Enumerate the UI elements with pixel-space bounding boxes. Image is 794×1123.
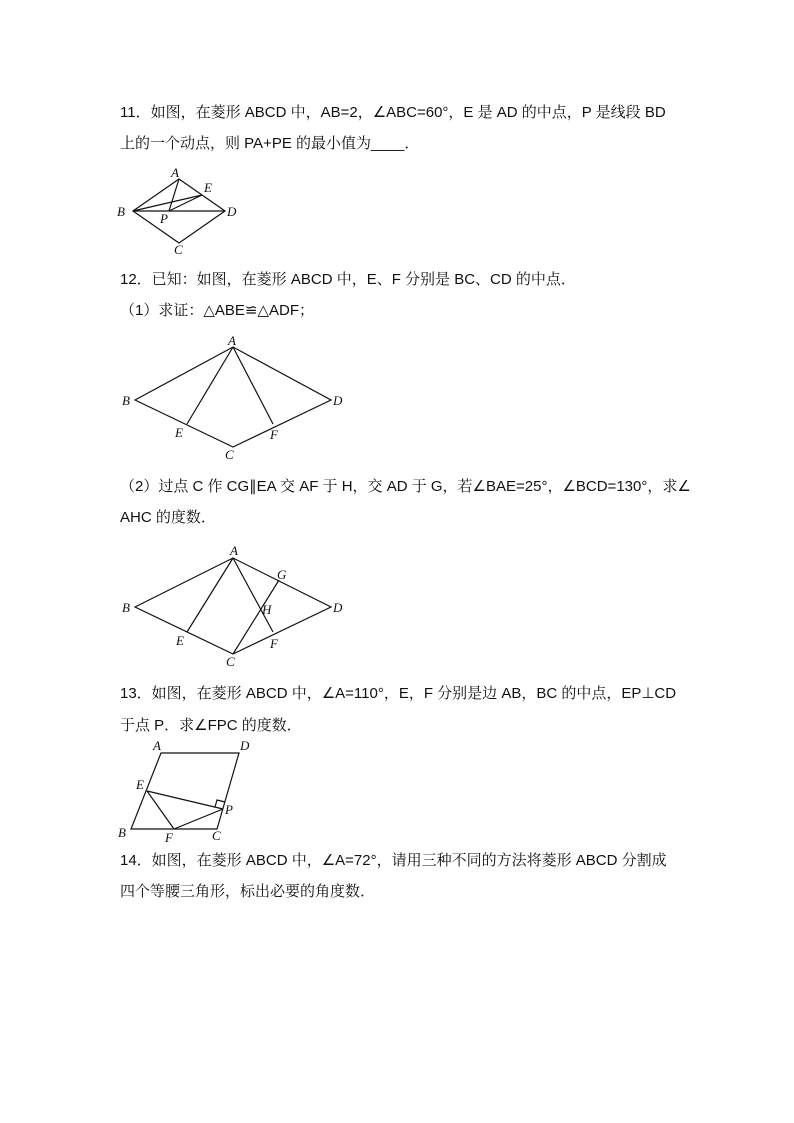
segment-ae (187, 347, 233, 424)
label-g: G (277, 567, 287, 582)
problem-14-line-2: 四个等腰三角形，标出必要的角度数． (120, 883, 376, 900)
label-c: C (226, 654, 235, 669)
label-d: D (333, 600, 343, 615)
segment-af (233, 347, 273, 424)
segment-fp (174, 809, 223, 829)
label-d: D (227, 204, 237, 219)
label-e: E (136, 777, 144, 792)
label-c: C (225, 447, 234, 462)
problem-13-line-1: 13．如图，在菱形 ABCD 中，∠A=110°，E，F 分别是边 AB，BC 的中点，EP⊥CD (120, 685, 677, 702)
label-e: E (176, 633, 184, 648)
label-f: F (270, 427, 278, 442)
label-c: C (174, 242, 183, 257)
label-b: B (117, 204, 125, 219)
problem-11-line-1: 11．如图，在菱形 ABCD 中，AB=2，∠ABC=60°，E 是 AD 的中点，P 是线段 BD (120, 104, 666, 121)
label-d: D (333, 393, 343, 408)
problem-12-part-2-line-1: （2）过点 C 作 CG∥EA 交 AF 于 H，交 AD 于 G，若∠BAE=25°，∠BCD=130°，求∠ (120, 478, 691, 495)
label-b: B (122, 393, 130, 408)
figure-13-rhombus (115, 737, 265, 845)
label-e: E (175, 425, 183, 440)
label-p: P (225, 802, 233, 817)
problem-12-line-1: 12．已知：如图，在菱形 ABCD 中，E、F 分别是 BC、CD 的中点． (120, 271, 576, 288)
label-p: P (160, 211, 168, 226)
label-b: B (122, 600, 130, 615)
segment-pa (169, 179, 179, 211)
figure-12-part-1 (118, 333, 348, 463)
label-f: F (165, 830, 173, 845)
problem-14-line-1: 14．如图，在菱形 ABCD 中，∠A=72°，请用三种不同的方法将菱形 ABCD 分割成 (120, 852, 667, 869)
problem-12-part-2-line-2: AHC 的度数． (120, 509, 216, 526)
figure-12-part-2 (118, 540, 348, 670)
rhombus-abcd (135, 347, 331, 447)
label-a: A (228, 333, 236, 348)
label-b: B (118, 825, 126, 840)
segment-be (133, 195, 202, 211)
label-f: F (270, 636, 278, 651)
label-a: A (171, 165, 179, 180)
problem-13-line-2: 于点 P．求∠FPC 的度数． (120, 717, 302, 734)
label-h: H (262, 602, 272, 617)
rhombus-abcd (135, 558, 331, 654)
label-d: D (240, 738, 250, 753)
label-a: A (230, 543, 238, 558)
label-c: C (212, 828, 221, 843)
label-a: A (153, 738, 161, 753)
figure-11-rhombus (115, 165, 245, 257)
problem-12-part-1: （1）求证：△ABE≌△ADF； (120, 302, 314, 319)
problem-11-line-2: 上的一个动点，则 PA+PE 的最小值为____． (120, 135, 420, 152)
label-e: E (204, 180, 212, 195)
segment-pe (169, 195, 202, 211)
